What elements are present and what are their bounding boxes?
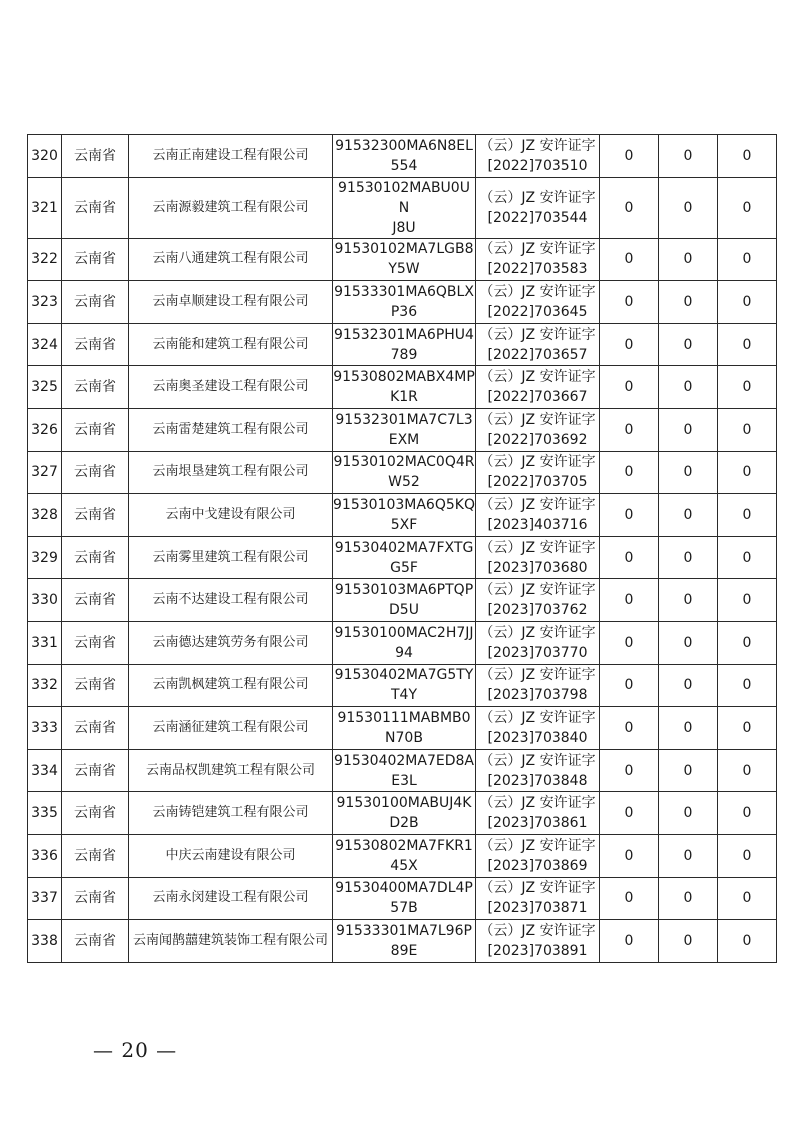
count-cell-3: 0 (718, 621, 777, 664)
count-cell-1: 0 (600, 408, 659, 451)
code-line-1: 91530102MAC0Q4R (333, 454, 475, 471)
code-line-1: 91530802MABX4MP (333, 369, 475, 386)
code-line-2: 554 (390, 157, 418, 174)
count-cell-1: 0 (600, 707, 659, 750)
count-cell-1: 0 (600, 877, 659, 920)
company-name-cell: 云南铸铠建筑工程有限公司 (129, 792, 333, 835)
row-number-cell: 337 (28, 877, 62, 920)
count-cell-1: 0 (600, 834, 659, 877)
table-row (28, 494, 777, 537)
credit-code-cell (333, 707, 476, 750)
license-number-cell (476, 366, 600, 409)
province-cell: 云南省 (62, 920, 129, 963)
company-name-cell: 云南凯枫建筑工程有限公司 (129, 664, 333, 707)
province-cell: 云南省 (62, 664, 129, 707)
row-number-cell: 334 (28, 749, 62, 792)
license-number-cell (476, 792, 600, 835)
province-cell: 云南省 (62, 494, 129, 537)
count-cell-2: 0 (659, 323, 718, 366)
count-cell-2: 0 (659, 792, 718, 835)
count-cell-2: 0 (659, 135, 718, 178)
count-cell-1: 0 (600, 366, 659, 409)
code-line-1: 91532301MA6PHU4 (334, 326, 474, 343)
row-number-cell: 321 (28, 177, 62, 238)
license-number-cell (476, 177, 600, 238)
code-line-1: 91530102MA7LGB8 (334, 241, 474, 258)
count-cell-2: 0 (659, 834, 718, 877)
license-line-1: （云）JZ 安许证字 (479, 454, 596, 471)
license-number-cell (476, 281, 600, 324)
license-line-2: [2023]703680 (487, 559, 588, 576)
count-cell-3: 0 (718, 792, 777, 835)
count-cell-1: 0 (600, 135, 659, 178)
license-line-2: [2023]703840 (487, 729, 588, 746)
count-cell-1: 0 (600, 281, 659, 324)
credit-code-cell (333, 664, 476, 707)
row-number-cell: 336 (28, 834, 62, 877)
code-line-2: 57B (390, 900, 418, 917)
count-cell-2: 0 (659, 451, 718, 494)
count-cell-2: 0 (659, 366, 718, 409)
license-line-2: [2023]703762 (487, 602, 588, 619)
province-cell: 云南省 (62, 707, 129, 750)
row-number-cell: 322 (28, 238, 62, 281)
license-line-1: （云）JZ 安许证字 (479, 539, 596, 556)
count-cell-3: 0 (718, 834, 777, 877)
credit-code-cell (333, 749, 476, 792)
row-number-cell: 323 (28, 281, 62, 324)
license-line-1: （云）JZ 安许证字 (479, 189, 596, 206)
license-line-2: [2022]703705 (487, 474, 588, 491)
row-number-cell: 326 (28, 408, 62, 451)
province-cell: 云南省 (62, 238, 129, 281)
license-number-cell (476, 323, 600, 366)
license-line-2: [2022]703692 (487, 431, 588, 448)
license-number-cell (476, 408, 600, 451)
license-line-1: （云）JZ 安许证字 (479, 411, 596, 428)
table-row (28, 707, 777, 750)
count-cell-3: 0 (718, 536, 777, 579)
count-cell-2: 0 (659, 408, 718, 451)
code-line-1: 91530102MABU0UN (338, 179, 470, 216)
count-cell-2: 0 (659, 621, 718, 664)
code-line-1: 91530103MA6PTQP (334, 582, 474, 599)
table-body (28, 135, 777, 963)
license-number-cell (476, 451, 600, 494)
company-name-cell: 云南品权凯建筑工程有限公司 (129, 749, 333, 792)
code-line-2: 45X (390, 857, 418, 874)
company-name-cell: 云南源毅建筑工程有限公司 (129, 177, 333, 238)
count-cell-1: 0 (600, 451, 659, 494)
code-line-1: 91530802MA7FKR1 (335, 837, 473, 854)
credit-code-cell (333, 408, 476, 451)
count-cell-3: 0 (718, 579, 777, 622)
table-row (28, 451, 777, 494)
license-line-2: [2023]703798 (487, 687, 588, 704)
company-name-cell: 云南雷楚建筑工程有限公司 (129, 408, 333, 451)
company-name-cell: 云南雾里建筑工程有限公司 (129, 536, 333, 579)
license-number-cell (476, 135, 600, 178)
row-number-cell: 328 (28, 494, 62, 537)
count-cell-3: 0 (718, 408, 777, 451)
count-cell-3: 0 (718, 323, 777, 366)
province-cell: 云南省 (62, 579, 129, 622)
credit-code-cell (333, 536, 476, 579)
license-line-1: （云）JZ 安许证字 (479, 795, 596, 812)
code-line-1: 91532301MA7C7L3 (335, 411, 473, 428)
company-name-cell: 中庆云南建设有限公司 (129, 834, 333, 877)
row-number-cell: 330 (28, 579, 62, 622)
code-line-2: W52 (388, 474, 420, 491)
code-line-2: 94 (395, 644, 413, 661)
license-number-cell (476, 494, 600, 537)
license-line-1: （云）JZ 安许证字 (479, 283, 596, 300)
row-number-cell: 331 (28, 621, 62, 664)
code-line-2: N70B (385, 729, 423, 746)
license-line-2: [2022]703645 (487, 303, 588, 320)
credit-code-cell (333, 834, 476, 877)
code-line-1: 91533301MA6QBLX (334, 283, 474, 300)
count-cell-1: 0 (600, 749, 659, 792)
province-cell: 云南省 (62, 536, 129, 579)
company-name-cell: 云南涵征建筑工程有限公司 (129, 707, 333, 750)
code-line-1: 91530100MABUJ4K (336, 795, 472, 812)
province-cell: 云南省 (62, 281, 129, 324)
count-cell-2: 0 (659, 707, 718, 750)
row-number-cell: 327 (28, 451, 62, 494)
count-cell-3: 0 (718, 177, 777, 238)
count-cell-2: 0 (659, 281, 718, 324)
code-line-1: 91533301MA7L96P (336, 922, 472, 939)
row-number-cell: 324 (28, 323, 62, 366)
license-line-2: [2023]703770 (487, 644, 588, 661)
credit-code-cell (333, 451, 476, 494)
code-line-1: 91530402MA7FXTG (334, 539, 474, 556)
code-line-1: 91530402MA7G5TY (334, 667, 474, 684)
province-cell: 云南省 (62, 877, 129, 920)
count-cell-1: 0 (600, 792, 659, 835)
row-number-cell: 320 (28, 135, 62, 178)
count-cell-1: 0 (600, 536, 659, 579)
company-name-cell: 云南不达建设工程有限公司 (129, 579, 333, 622)
company-name-cell: 云南奥圣建设工程有限公司 (129, 366, 333, 409)
license-line-2: [2023]703848 (487, 772, 588, 789)
code-line-1: 91530400MA7DL4P (335, 880, 473, 897)
table-row (28, 135, 777, 178)
count-cell-2: 0 (659, 494, 718, 537)
code-line-2: EXM (388, 431, 420, 448)
count-cell-1: 0 (600, 323, 659, 366)
province-cell: 云南省 (62, 408, 129, 451)
license-line-1: （云）JZ 安许证字 (479, 667, 596, 684)
license-line-1: （云）JZ 安许证字 (479, 241, 596, 258)
count-cell-3: 0 (718, 707, 777, 750)
code-line-2: J8U (392, 219, 416, 236)
company-name-cell: 云南正南建设工程有限公司 (129, 135, 333, 178)
license-number-cell (476, 579, 600, 622)
row-number-cell: 329 (28, 536, 62, 579)
license-line-2: [2023]703869 (487, 857, 588, 874)
count-cell-3: 0 (718, 238, 777, 281)
count-cell-1: 0 (600, 920, 659, 963)
count-cell-2: 0 (659, 177, 718, 238)
license-line-2: [2022]703667 (487, 389, 588, 406)
count-cell-2: 0 (659, 579, 718, 622)
count-cell-1: 0 (600, 621, 659, 664)
count-cell-3: 0 (718, 451, 777, 494)
license-line-2: [2022]703657 (487, 346, 588, 363)
license-number-cell (476, 707, 600, 750)
count-cell-3: 0 (718, 281, 777, 324)
count-cell-3: 0 (718, 920, 777, 963)
count-cell-3: 0 (718, 135, 777, 178)
license-number-cell (476, 877, 600, 920)
credit-code-cell (333, 920, 476, 963)
company-name-cell: 云南垠垦建筑工程有限公司 (129, 451, 333, 494)
company-name-cell: 云南德达建筑劳务有限公司 (129, 621, 333, 664)
code-line-1: 91530103MA6Q5KQ (333, 496, 475, 513)
table-row (28, 408, 777, 451)
license-number-cell (476, 238, 600, 281)
count-cell-3: 0 (718, 664, 777, 707)
license-line-1: （云）JZ 安许证字 (479, 880, 596, 897)
province-cell: 云南省 (62, 177, 129, 238)
license-line-1: （云）JZ 安许证字 (479, 624, 596, 641)
license-line-2: [2022]703583 (487, 261, 588, 278)
code-line-2: 5XF (390, 516, 418, 533)
count-cell-3: 0 (718, 494, 777, 537)
count-cell-1: 0 (600, 579, 659, 622)
license-line-2: [2023]703871 (487, 900, 588, 917)
count-cell-2: 0 (659, 877, 718, 920)
license-line-1: （云）JZ 安许证字 (479, 752, 596, 769)
license-line-1: （云）JZ 安许证字 (479, 369, 596, 386)
count-cell-3: 0 (718, 749, 777, 792)
code-line-2: T4Y (390, 687, 417, 704)
table-row (28, 366, 777, 409)
count-cell-2: 0 (659, 238, 718, 281)
table-row (28, 177, 777, 238)
license-line-1: （云）JZ 安许证字 (479, 137, 596, 154)
table-row (28, 749, 777, 792)
code-line-2: P36 (390, 303, 418, 320)
license-number-cell (476, 664, 600, 707)
province-cell: 云南省 (62, 323, 129, 366)
table-row (28, 621, 777, 664)
credit-code-cell (333, 135, 476, 178)
credit-code-cell (333, 281, 476, 324)
table-row (28, 238, 777, 281)
row-number-cell: 325 (28, 366, 62, 409)
company-name-cell: 云南八通建筑工程有限公司 (129, 238, 333, 281)
table-row (28, 536, 777, 579)
credit-code-cell (333, 877, 476, 920)
table-row (28, 920, 777, 963)
count-cell-2: 0 (659, 749, 718, 792)
table-row (28, 281, 777, 324)
credit-code-cell (333, 323, 476, 366)
credit-code-cell (333, 621, 476, 664)
count-cell-1: 0 (600, 177, 659, 238)
row-number-cell: 335 (28, 792, 62, 835)
company-name-cell: 云南闻鹊囍建筑装饰工程有限公司 (129, 920, 333, 963)
count-cell-1: 0 (600, 238, 659, 281)
code-line-2: K1R (390, 389, 418, 406)
code-line-2: D5U (389, 602, 419, 619)
credit-code-cell (333, 792, 476, 835)
license-number-cell (476, 621, 600, 664)
company-name-cell: 云南能和建筑工程有限公司 (129, 323, 333, 366)
code-line-2: G5F (390, 559, 418, 576)
code-line-1: 91530111MABMB0 (337, 709, 471, 726)
license-line-1: （云）JZ 安许证字 (479, 837, 596, 854)
credit-code-cell (333, 494, 476, 537)
license-line-2: [2023]703861 (487, 815, 588, 832)
code-line-1: 91530100MAC2H7JJ (334, 624, 474, 641)
code-line-2: 89E (390, 942, 418, 959)
count-cell-3: 0 (718, 877, 777, 920)
license-number-cell (476, 920, 600, 963)
province-cell: 云南省 (62, 366, 129, 409)
count-cell-2: 0 (659, 536, 718, 579)
count-cell-2: 0 (659, 664, 718, 707)
license-number-cell (476, 749, 600, 792)
credit-code-cell (333, 366, 476, 409)
code-line-1: 91532300MA6N8EL (335, 137, 473, 154)
province-cell: 云南省 (62, 451, 129, 494)
province-cell: 云南省 (62, 135, 129, 178)
license-line-1: （云）JZ 安许证字 (479, 922, 596, 939)
license-line-1: （云）JZ 安许证字 (479, 709, 596, 726)
province-cell: 云南省 (62, 749, 129, 792)
company-list-table (27, 134, 777, 963)
license-line-1: （云）JZ 安许证字 (479, 326, 596, 343)
code-line-2: E3L (391, 772, 417, 789)
credit-code-cell (333, 177, 476, 238)
row-number-cell: 338 (28, 920, 62, 963)
license-line-1: （云）JZ 安许证字 (479, 496, 596, 513)
count-cell-3: 0 (718, 366, 777, 409)
company-name-cell: 云南中戈建设有限公司 (129, 494, 333, 537)
license-line-2: [2023]703891 (487, 942, 588, 959)
code-line-1: 91530402MA7ED8A (334, 752, 474, 769)
license-line-2: [2022]703544 (487, 209, 588, 226)
credit-code-cell (333, 579, 476, 622)
count-cell-2: 0 (659, 920, 718, 963)
license-number-cell (476, 834, 600, 877)
company-name-cell: 云南永闵建设工程有限公司 (129, 877, 333, 920)
table-row (28, 877, 777, 920)
credit-code-cell (333, 238, 476, 281)
license-line-2: [2023]403716 (487, 516, 588, 533)
province-cell: 云南省 (62, 792, 129, 835)
table-row (28, 834, 777, 877)
company-name-cell: 云南卓顺建设工程有限公司 (129, 281, 333, 324)
code-line-2: D2B (389, 815, 419, 832)
row-number-cell: 332 (28, 664, 62, 707)
table-row (28, 664, 777, 707)
license-line-2: [2022]703510 (487, 157, 588, 174)
count-cell-1: 0 (600, 494, 659, 537)
page-number: — 20 — (93, 1038, 178, 1062)
count-cell-1: 0 (600, 664, 659, 707)
table-row (28, 792, 777, 835)
province-cell: 云南省 (62, 621, 129, 664)
table-row (28, 579, 777, 622)
table-row (28, 323, 777, 366)
row-number-cell: 333 (28, 707, 62, 750)
code-line-2: 789 (390, 346, 418, 363)
province-cell: 云南省 (62, 834, 129, 877)
code-line-2: Y5W (388, 261, 420, 278)
license-line-1: （云）JZ 安许证字 (479, 582, 596, 599)
license-number-cell (476, 536, 600, 579)
